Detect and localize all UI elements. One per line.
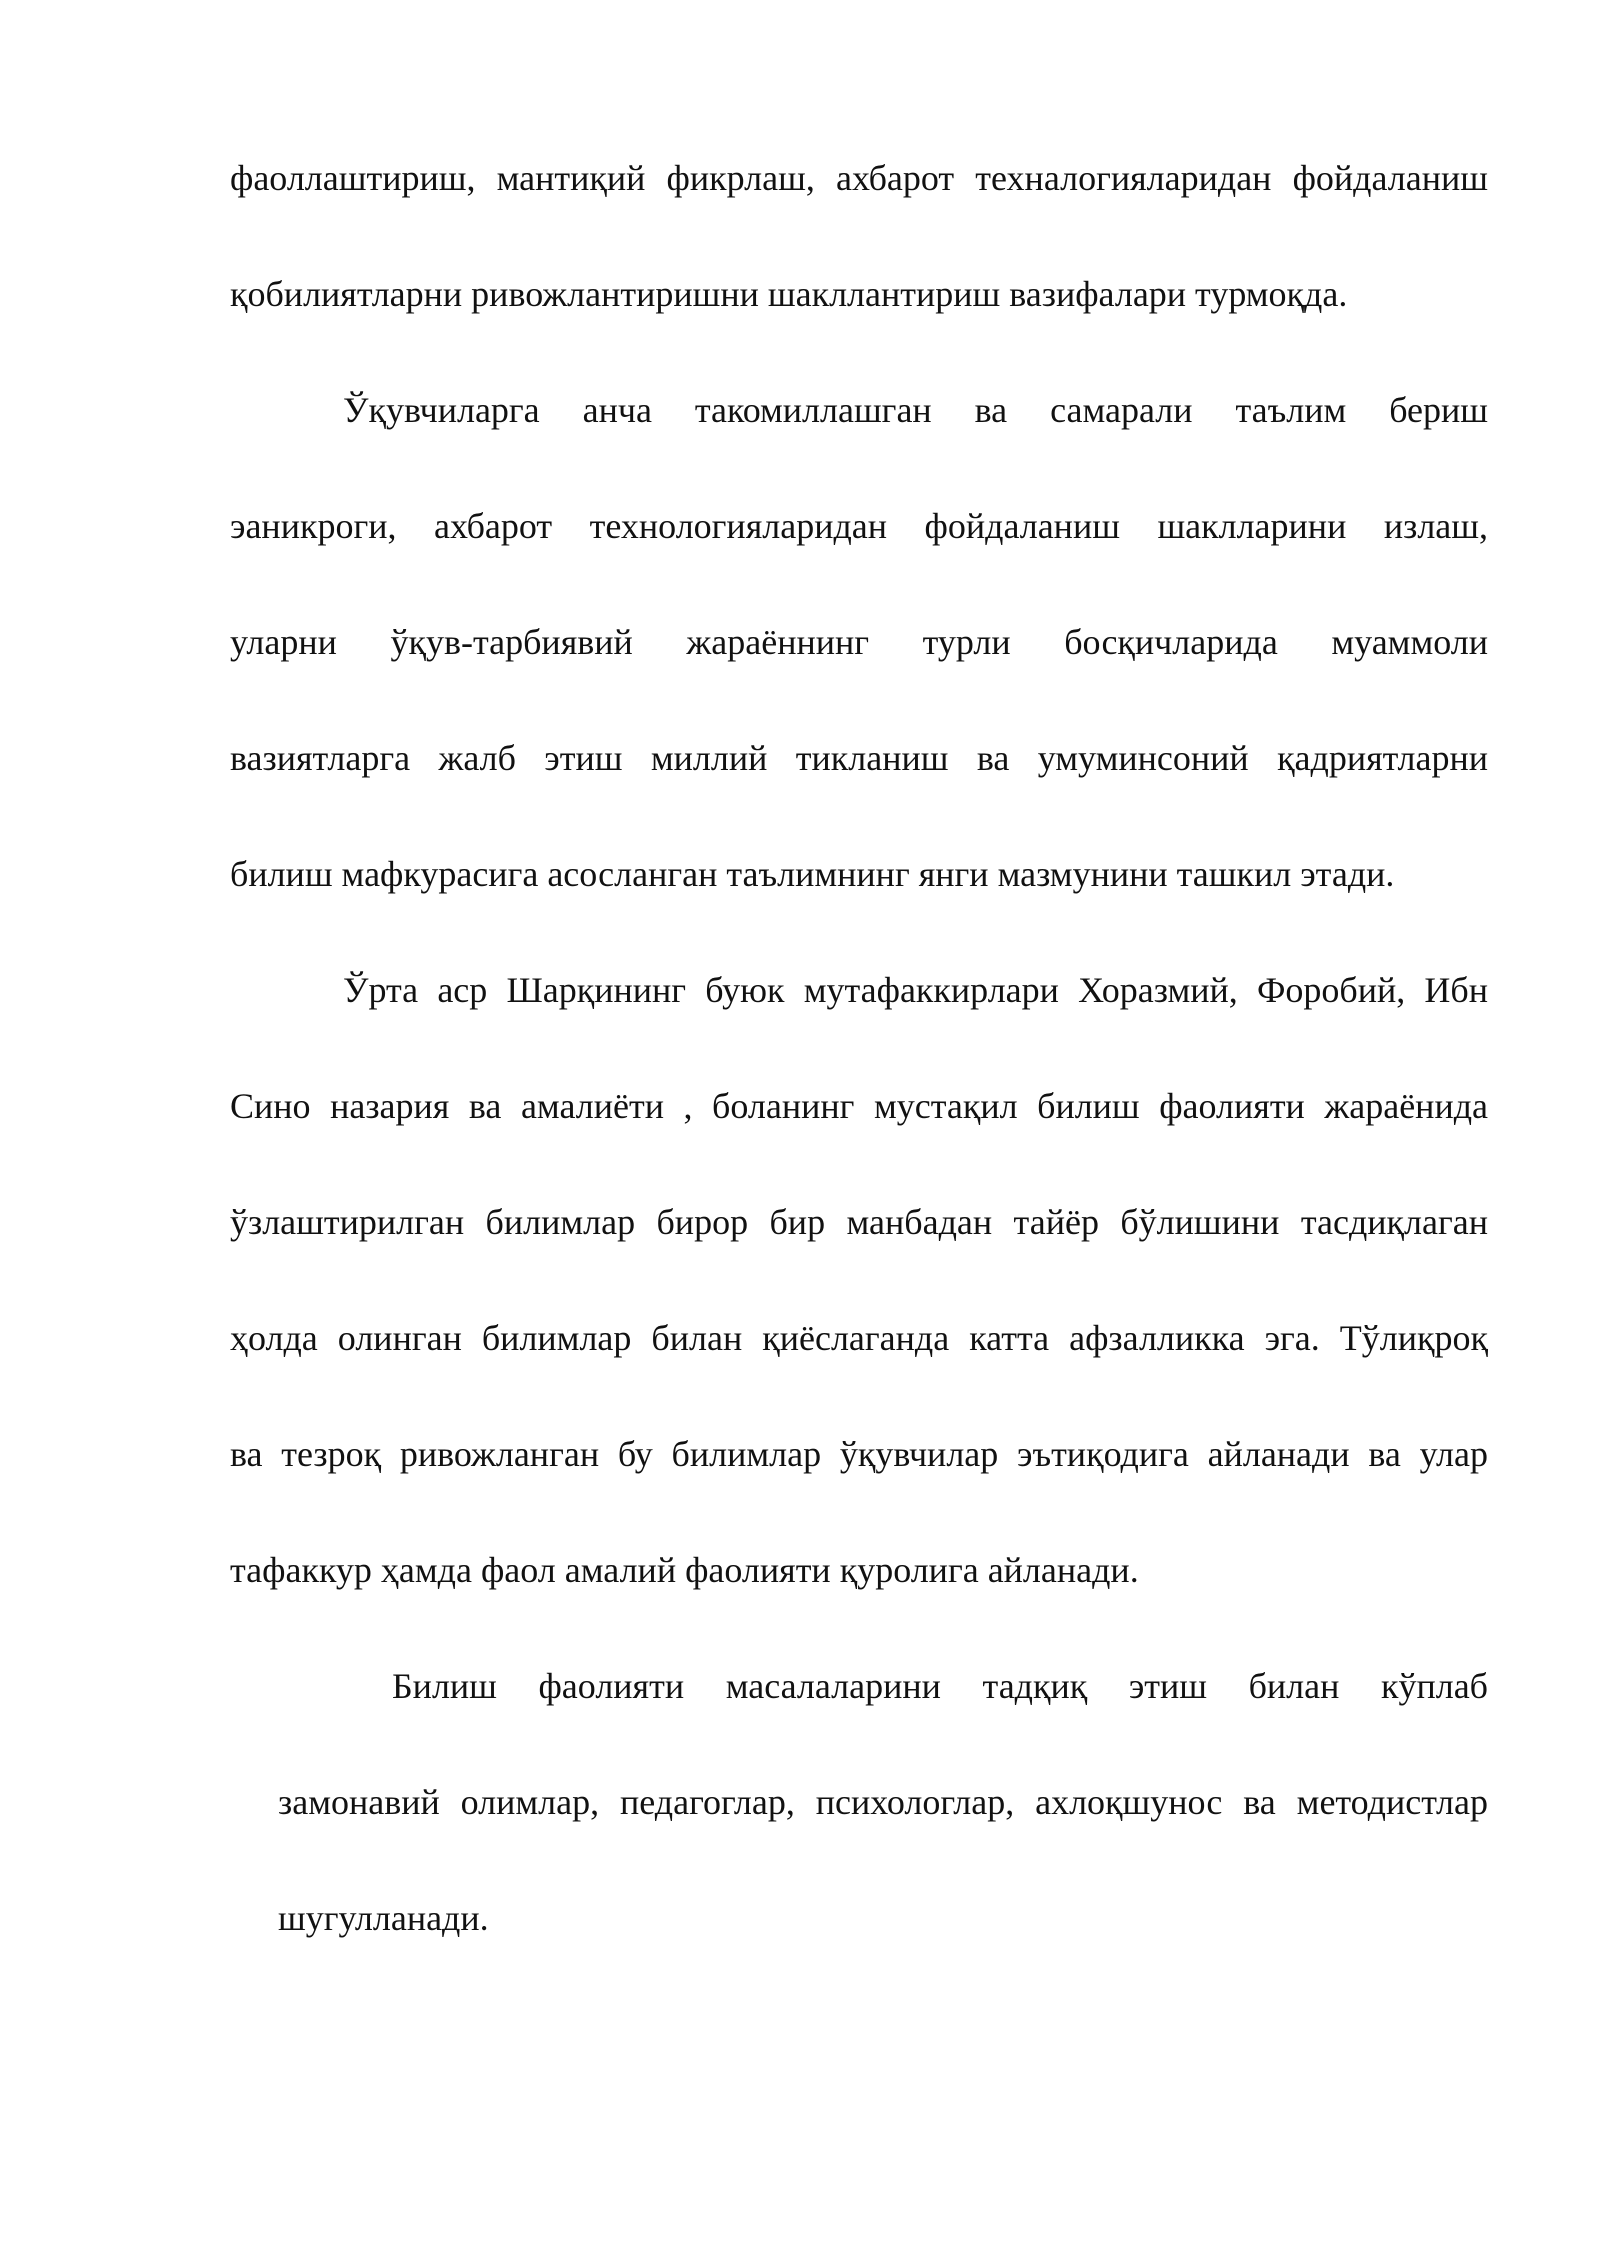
text-line: қобилиятларни ривожлантиришни шакллантириш вазифалари турмоқда. [230, 274, 1348, 314]
text-line: шугулланади. [278, 1898, 489, 1938]
text-line: Сино назария ва амалиёти , боланинг мустақил билиш фаолияти жараёнида [230, 1086, 1488, 1126]
text-line: эаникроги, ахбарот технологияларидан фойдаланиш шаклларини излаш, [230, 506, 1488, 546]
text-line: Билиш фаолияти масалаларини тадқиқ этиш билан кўплаб [392, 1666, 1488, 1706]
text-line: ва тезроқ ривожланган бу билимлар ўқувчилар эътиқодига айланади ва улар [230, 1434, 1488, 1474]
text-line: Ўрта аср Шарқининг буюк мутафаккирлари Хоразмий, Форобий, Ибн [343, 970, 1488, 1010]
text-line: фаоллаштириш, мантиқий фикрлаш, ахбарот техналогияларидан фойдаланиш [230, 158, 1488, 198]
text-line: ҳолда олинган билимлар билан қиёслаганда катта афзалликка эга. Тўлиқроқ [230, 1318, 1488, 1358]
text-line: ўзлаштирилган билимлар бирор бир манбадан тайёр бўлишини тасдиқлаган [230, 1202, 1488, 1242]
text-line: тафаккур ҳамда фаол амалий фаолияти қуролига айланади. [230, 1550, 1139, 1590]
text-line: Ўқувчиларга анча такомиллашган ва самарали таълим бериш [343, 390, 1488, 430]
text-line: вазиятларга жалб этиш миллий тикланиш ва умуминсоний қадриятларни [230, 738, 1488, 778]
text-line: замонавий олимлар, педагоглар, психологлар, ахлоқшунос ва методистлар [278, 1782, 1488, 1822]
text-line: уларни ўқув-тарбиявий жараённинг турли босқичларида муаммоли [230, 622, 1488, 662]
text-line: билиш мафкурасига асосланган таълимнинг янги мазмунини ташкил этади. [230, 854, 1395, 894]
